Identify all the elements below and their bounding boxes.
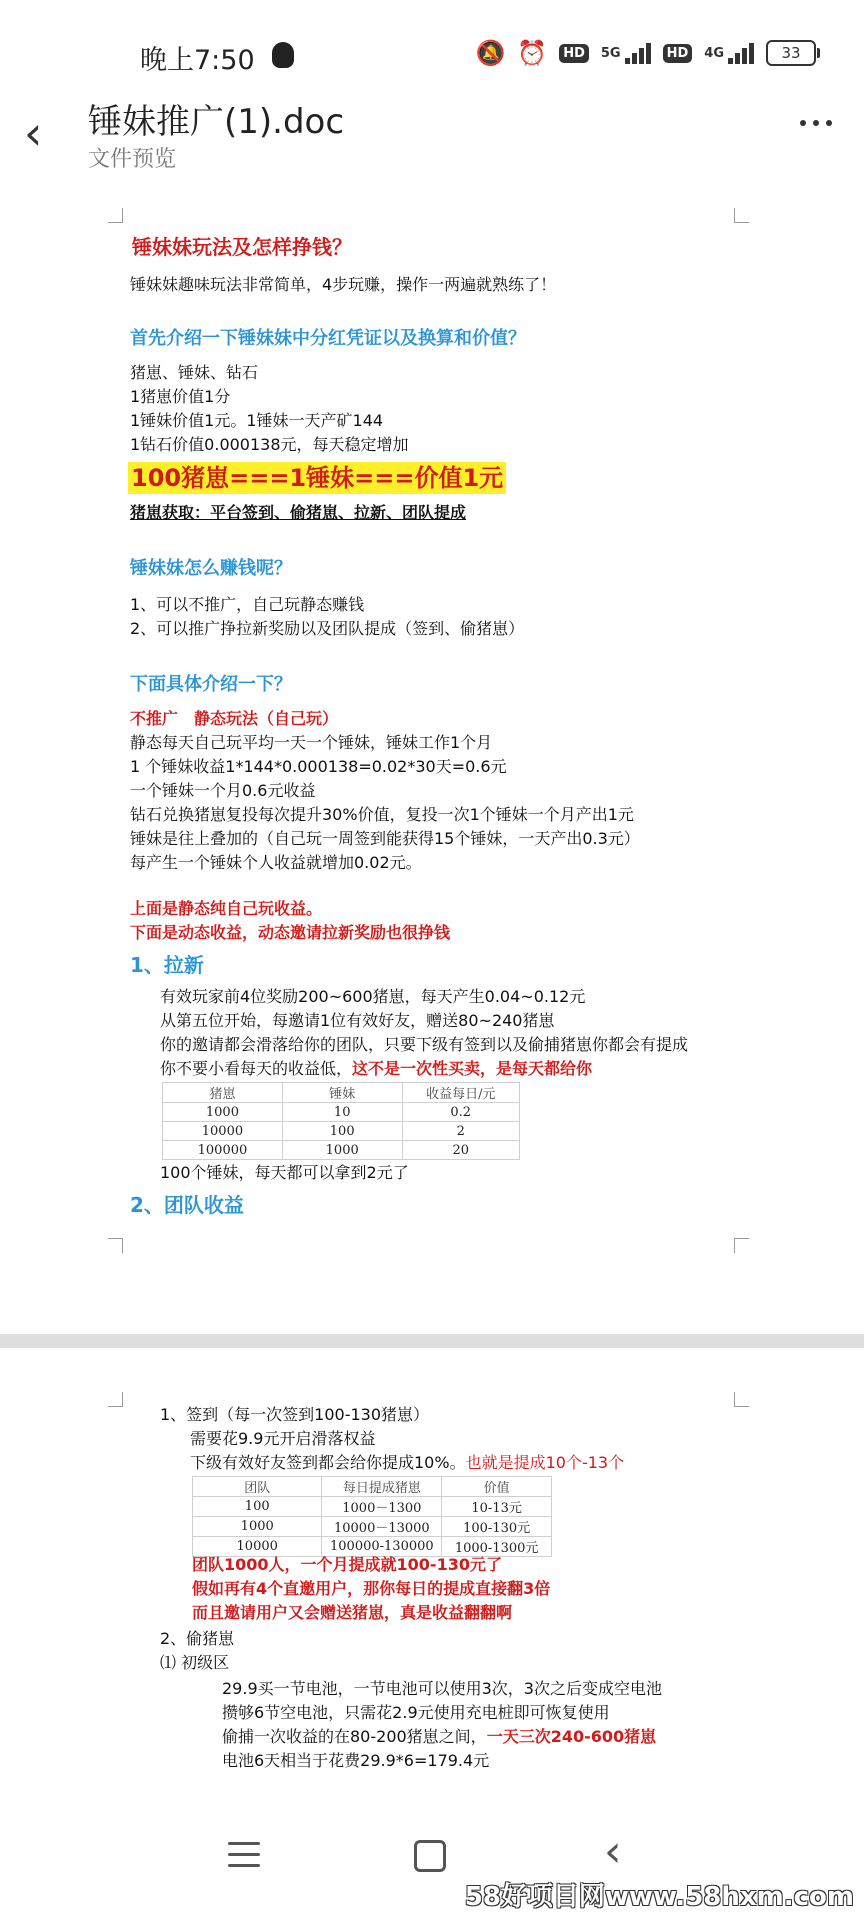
page-separator [0,1334,864,1348]
doc-text: 1、签到（每一次签到100-130猪崽） [160,1405,430,1424]
document-subtitle: 文件预览 [88,147,177,172]
doc-text: 1钻石价值0.000138元，每天稳定增加 [130,435,409,454]
table-row [193,1517,552,1537]
signal-bars-1-icon [625,42,651,64]
team-commission-table [192,1476,552,1557]
table-cell: 10000 [163,1122,283,1141]
doc-text-emphasis: 也就是提成10个-13个 [465,1453,625,1472]
page-corner-mark [108,208,123,223]
table-cell: 1000 [282,1141,402,1160]
status-bar [0,0,864,86]
doc-heading: 锤妹妹玩法及怎样挣钱？ [132,235,352,259]
doc-text: 2、可以推广挣拉新奖励以及团队提成（签到、偷猪崽） [130,619,525,638]
doc-text: 需要花9.9元开启滑落权益 [190,1429,376,1448]
table-cell: 10 [282,1103,402,1122]
doc-text: 静态每天自己玩平均一天一个锤妹，锤妹工作1个月 [130,733,493,752]
back-arrow-icon[interactable]: ‹ [24,106,43,160]
table-cell: 100000 [163,1141,283,1160]
doc-text: 2、偷猪崽 [160,1629,235,1648]
nav-back-icon[interactable]: ‹ [604,1826,622,1877]
watermark: 58好项目网www.58hxm.com [464,1882,854,1912]
doc-text-part: 下级有效好友签到都会给你提成10%。 [190,1453,466,1472]
table-row [193,1497,552,1517]
doc-text: 下面是动态收益，动态邀请拉新奖励也很挣钱 [130,923,451,942]
doc-text: 电池6天相当于花费29.9*6=179.4元 [222,1751,490,1770]
doc-text: 1锤妹价值1元。1锤妹一天产矿144 [130,411,384,430]
doc-text: 不推广 静态玩法（自己玩） [130,709,339,728]
table-cell: 100 [282,1122,402,1141]
menu-icon[interactable] [228,1842,260,1875]
hd-badge-2: HD [663,44,693,63]
document-title: 锤妹推广(1).doc [88,102,345,142]
page-corner-mark [108,1238,123,1253]
table-header-cell: 团队 [193,1477,322,1497]
doc-section-heading: 1、拉新 [130,953,204,977]
doc-text: 1 个锤妹收益1*144*0.000138=0.02*30天=0.6元 [130,757,507,776]
doc-text: 有效玩家前4位奖励200~600猪崽，每天产生0.04~0.12元 [160,987,586,1006]
table-header-cell: 锤妹 [282,1083,402,1103]
table-header-cell: 价值 [442,1477,552,1497]
table-cell: 100 [193,1497,322,1517]
doc-text: 从第五位开始，每邀请1位有效好友，赠送80~240猪崽 [160,1011,555,1030]
table-row [163,1103,520,1122]
hd-badge-1: HD [559,44,589,63]
table-cell: 100-130元 [442,1517,552,1537]
table-row [163,1122,520,1141]
document-page-2 [0,1348,864,1806]
doc-text: 猪崽、锤妹、钻石 [130,363,259,382]
doc-text-emphasis: 这不是一次性买卖，是每天都给你 [352,1059,593,1078]
doc-text: 1、可以不推广，自己玩静态赚钱 [130,595,365,614]
app-bar [0,86,864,186]
doc-subheading: 锤妹妹怎么赚钱呢？ [130,558,292,579]
doc-subheading: 下面具体介绍一下？ [130,674,292,695]
alarm-icon: ⏰ [517,39,548,67]
doc-text: 锤妹妹趣味玩法非常简单，4步玩赚，操作一两遍就熟练了！ [130,275,557,294]
doc-text: 每产生一个锤妹个人收益就增加0.02元。 [130,853,422,872]
doc-text [160,1058,592,1080]
doc-text: 钻石兑换猪崽复投每次提升30%价值，复投一次1个锤妹一个月产出1元 [130,805,634,824]
table-cell: 100000-130000 [322,1537,442,1557]
system-nav-bar [0,1806,864,1920]
doc-text: 1猪崽价值1分 [130,387,231,406]
signal-bars-2-icon [728,42,754,64]
network-5g: 5G [600,45,621,61]
table-cell: 1000 [193,1517,322,1537]
table-row [163,1141,520,1160]
doc-subheading: 首先介绍一下锤妹妹中分红凭证以及换算和价值？ [130,328,526,349]
table-cell: 0.2 [402,1103,519,1122]
earnings-table [162,1082,520,1160]
document-page-1 [0,186,864,1334]
doc-text-emphasis: 一天三次240-600猪崽 [486,1727,657,1746]
doc-text: 而且邀请用户又会赠送猪崽，真是收益翻翻啊 [192,1603,513,1622]
table-cell: 1000-1300元 [442,1537,552,1557]
battery-icon: 33 [766,40,816,66]
table-cell: 10000－13000 [322,1517,442,1537]
document-viewer[interactable] [0,186,864,1806]
doc-text [190,1452,624,1474]
doc-section-heading: 2、团队收益 [130,1193,244,1217]
table-header-cell: 每日提成猪崽 [322,1477,442,1497]
doc-text: 攒够6节空电池，只需花2.9元使用充电桩即可恢复使用 [222,1703,610,1722]
page-corner-mark [108,1392,123,1407]
status-time: 晚上7:50 [140,45,255,76]
table-cell: 10-13元 [442,1497,552,1517]
status-icons [475,40,816,66]
qq-icon [272,42,294,68]
page-corner-mark [734,1238,749,1253]
home-square-icon[interactable] [414,1840,446,1872]
mute-bell-icon: 🔕 [475,39,506,67]
doc-text: ⑴ 初级区 [160,1653,230,1672]
network-4g: 4G [704,45,724,61]
doc-text: 一个锤妹一个月0.6元收益 [130,781,316,800]
doc-text-part: 你不要小看每天的收益低， [160,1059,353,1078]
more-options-icon[interactable] [800,120,832,126]
doc-text-part: 偷捕一次收益的在80-200猪崽之间， [222,1727,487,1746]
table-cell: 1000 [163,1103,283,1122]
table-cell: 2 [402,1122,519,1141]
table-header-row [163,1083,520,1103]
table-header-cell: 猪崽 [163,1083,283,1103]
doc-text: 锤妹是往上叠加的（自己玩一周签到能获得15个锤妹，一天产出0.3元） [130,829,640,848]
table-header-row [193,1477,552,1497]
doc-text: 猪崽获取：平台签到、偷猪崽、拉新、团队提成 [130,503,467,522]
table-cell: 20 [402,1141,519,1160]
page-corner-mark [734,208,749,223]
doc-text: 上面是静态纯自己玩收益。 [130,899,323,918]
page-corner-mark [734,1392,749,1407]
doc-text: 团队1000人，一个月提成就100-130元了 [192,1555,502,1574]
doc-text: 100个锤妹，每天都可以拿到2元了 [160,1163,409,1182]
table-header-cell: 收益每日/元 [402,1083,519,1103]
table-cell: 10000 [193,1537,322,1557]
doc-text [222,1726,656,1748]
doc-text: 你的邀请都会滑落给你的团队，只要下级有签到以及偷捕猪崽你都会有提成 [160,1035,689,1054]
highlight-banner: 100猪崽===1锤妹===价值1元 [128,462,506,494]
doc-text: 29.9买一节电池，一节电池可以使用3次，3次之后变成空电池 [222,1679,662,1698]
table-cell: 1000－1300 [322,1497,442,1517]
doc-text: 假如再有4个直邀用户，那你每日的提成直接翻3倍 [192,1579,551,1598]
